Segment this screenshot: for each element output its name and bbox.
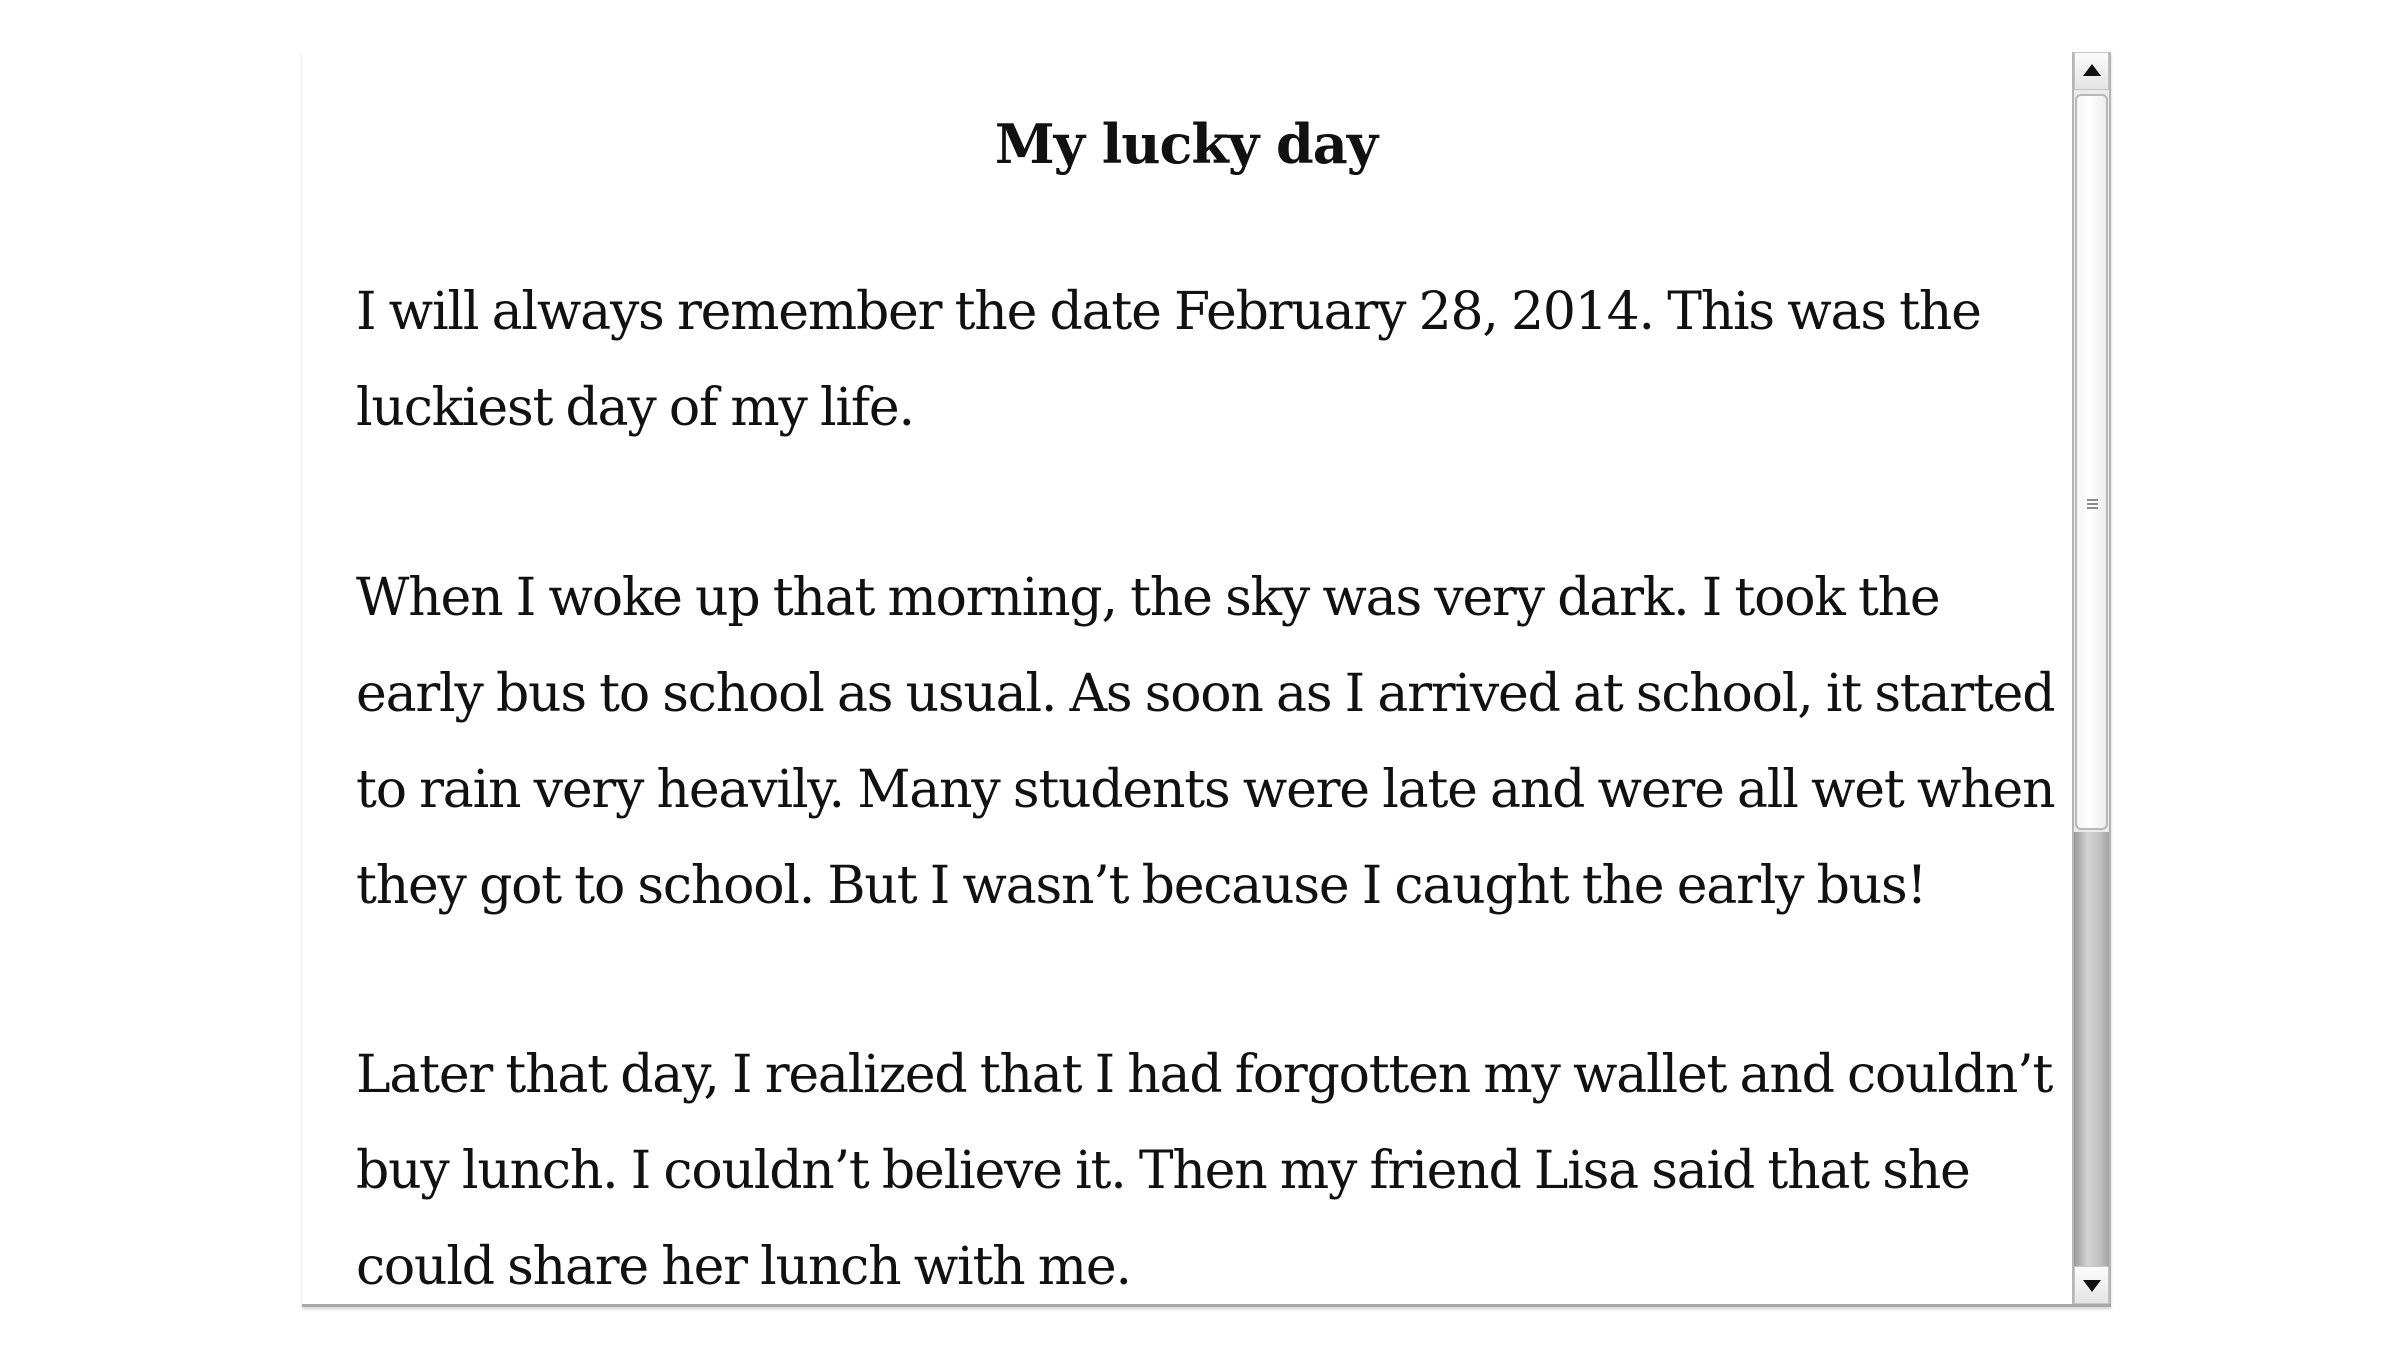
- text-line: luckiest day of my life.: [356, 378, 914, 438]
- document-content: [302, 52, 2070, 1304]
- paragraph-2: [356, 550, 2055, 934]
- text-line: When I woke up that morning, the sky was very dark. I took the: [356, 568, 1940, 628]
- text-line: Later that day, I realized that I had forgotten my wallet and couldn’t: [356, 1045, 2053, 1105]
- grip-icon: [2087, 499, 2098, 511]
- text-line: buy lunch. I couldn’t believe it. Then my friend Lisa said that she: [356, 1141, 1970, 1201]
- arrow-down-icon: [2083, 1280, 2101, 1292]
- text-line: I will always remember the date February 28, 2014. This was the: [356, 282, 1981, 342]
- text-line: early bus to school as usual. As soon as I arrived at school, it started: [356, 664, 2055, 724]
- text-line: they got to school. But I wasn’t because I caught the early bus!: [356, 856, 1927, 916]
- scrollbar-track[interactable]: [2074, 832, 2109, 1266]
- scroll-up-button[interactable]: [2074, 52, 2109, 90]
- arrow-up-icon: [2083, 64, 2101, 76]
- vertical-scrollbar[interactable]: [2072, 52, 2111, 1304]
- reading-panel: [302, 52, 2111, 1307]
- text-line: could share her lunch with me.: [356, 1237, 1131, 1297]
- document-title: My lucky day: [994, 112, 1378, 176]
- text-line: to rain very heavily. Many students were late and were all wet when: [356, 760, 2055, 820]
- scroll-down-button[interactable]: [2074, 1266, 2109, 1304]
- scrollbar-thumb[interactable]: [2075, 94, 2108, 830]
- paragraph-3: [356, 1027, 2053, 1304]
- paragraph-1: [356, 264, 2036, 456]
